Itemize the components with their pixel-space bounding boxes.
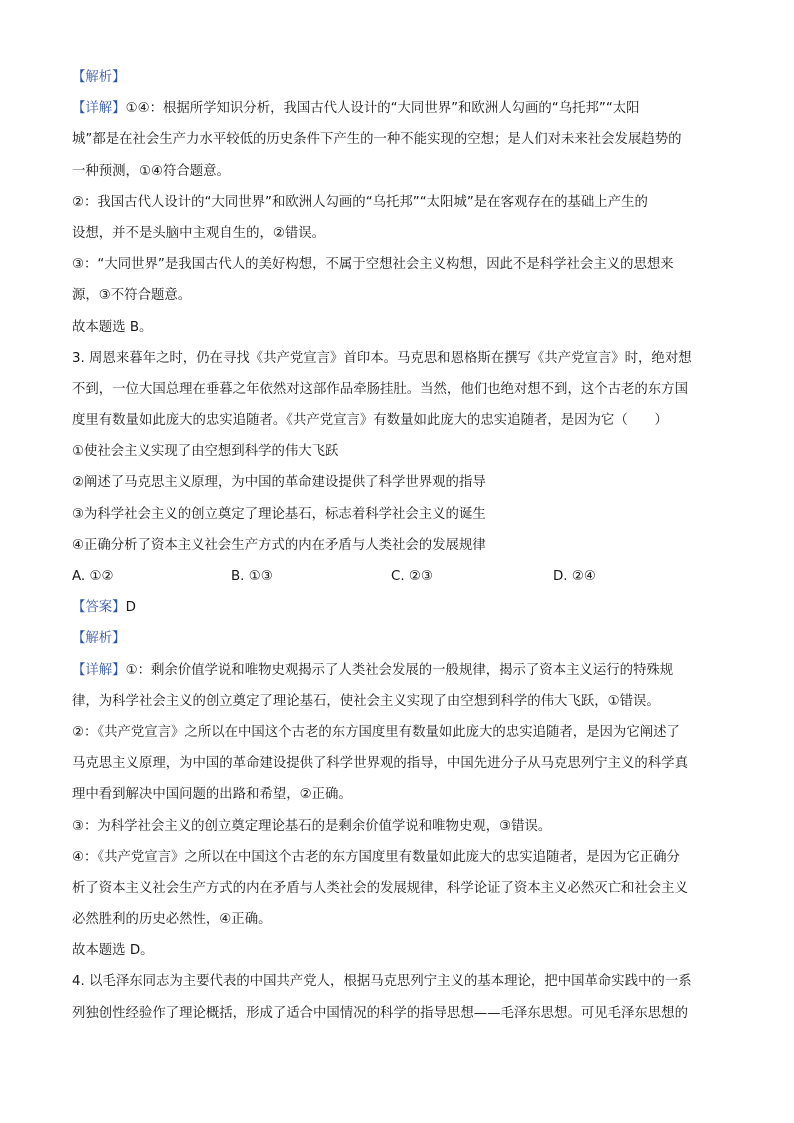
detail-line: 城”都是在社会生产力水平较低的历史条件下产生的一种不能实现的空想；是人们对未来社会发展趋势的: [72, 132, 682, 148]
question-stem: 不到，一位大国总理在垂暮之年依然对这部作品牵肠挂肚。当然，他们也绝对想不到，这个古老的东方国: [72, 381, 688, 397]
detail-line: 律，为科学社会主义的创立奠定了理论基石，使社会主义实现了由空想到科学的伟大飞跃，①错误。: [72, 693, 660, 709]
detail-line: ④：《共产党宣言》之所以在中国这个古老的东方国度里有数量如此庞大的忠实追随者，是因为它正确分: [72, 849, 680, 865]
detail-line: ③：为科学社会主义的创立奠定理论基石的是剩余价值学说和唯物史观，③错误。: [72, 818, 552, 834]
detail-line: 一种预测，①④符合题意。: [72, 163, 230, 179]
analysis-heading: 【解析】: [72, 631, 126, 647]
detail-text: ①④：根据所学知识分析，我国古代人设计的“大同世界”和欧洲人勾画的“乌托邦”“太阳: [125, 101, 640, 117]
statement: ②阐述了马克思主义原理，为中国的革命建设提供了科学世界观的指导: [72, 475, 486, 491]
detail-line: [72, 655, 726, 686]
detail-line: 设想，并不是头脑中主观自生的，②错误。: [72, 225, 326, 241]
option-b: B. ①③: [231, 569, 273, 584]
detail-line: ②：我国古代人设计的“大同世界”和欧洲人勾画的“乌托邦”“太阳城”是在客观存在的基础上产生的: [72, 194, 648, 210]
analysis-heading: 【解析】: [72, 70, 126, 85]
conclusion: 故本题选 D。: [72, 943, 154, 959]
statement: ④正确分析了资本主义社会生产方式的内在矛盾与人类社会的发展规律: [72, 537, 486, 553]
answer-label: 【答案】: [72, 600, 126, 616]
option-a: A. ①②: [72, 569, 114, 584]
answer-line: [72, 592, 726, 623]
detail-line: 析了资本主义社会生产方式的内在矛盾与人类社会的发展规律，科学论证了资本主义必然灭亡和社会主义: [72, 880, 688, 896]
statement: ③为科学社会主义的创立奠定了理论基石，标志着科学社会主义的诞生: [72, 506, 486, 522]
conclusion: 故本题选 B。: [72, 319, 153, 335]
document-page: [72, 62, 726, 1029]
option-d: D. ②④: [553, 569, 596, 584]
statement: ①使社会主义实现了由空想到科学的伟大飞跃: [72, 444, 339, 460]
detail-label: 【详解】: [72, 662, 126, 678]
detail-line: ③：“大同世界”是我国古代人的美好构想，不属于空想社会主义构想，因此不是科学社会主义的思想来: [72, 257, 674, 273]
detail-line: 马克思主义原理，为中国的革命建设提供了科学世界观的指导，中国先进分子从马克思列宁主义的科学真: [72, 756, 688, 772]
question-stem: 4. 以毛泽东同志为主要代表的中国共产党人，根据马克思列宁主义的基本理论，把中国革命实践中的一系: [72, 974, 692, 990]
answer-value: D: [125, 600, 136, 616]
detail-line: [72, 93, 726, 124]
question-stem: 度里有数量如此庞大的忠实追随者。《共产党宣言》有数量如此庞大的忠实追随者，是因为它（ ）: [72, 413, 668, 429]
question-stem: 列独创性经验作了理论概括，形成了适合中国情况的科学的指导思想——毛泽东思想。可见毛泽东思想的: [72, 1005, 688, 1021]
detail-line: 理中看到解决中国问题的出路和希望，②正确。: [72, 787, 352, 803]
detail-label: 【详解】: [72, 101, 126, 117]
detail-line: ②：《共产党宣言》之所以在中国这个古老的东方国度里有数量如此庞大的忠实追随者，是因为它阐述了: [72, 724, 680, 740]
question-stem: 3. 周恩来暮年之时，仍在寻找《共产党宣言》首印本。马克思和恩格斯在撰写《共产党宣言》时，绝对想: [72, 350, 692, 366]
option-c: C. ②③: [391, 569, 433, 584]
detail-line: 必然胜利的历史必然性，④正确。: [72, 912, 272, 928]
detail-line: 源，③不符合题意。: [72, 288, 192, 304]
detail-text: ①：剩余价值学说和唯物史观揭示了人类社会发展的一般规律，揭示了资本主义运行的特殊规: [125, 662, 674, 678]
answer-options: [72, 561, 726, 592]
